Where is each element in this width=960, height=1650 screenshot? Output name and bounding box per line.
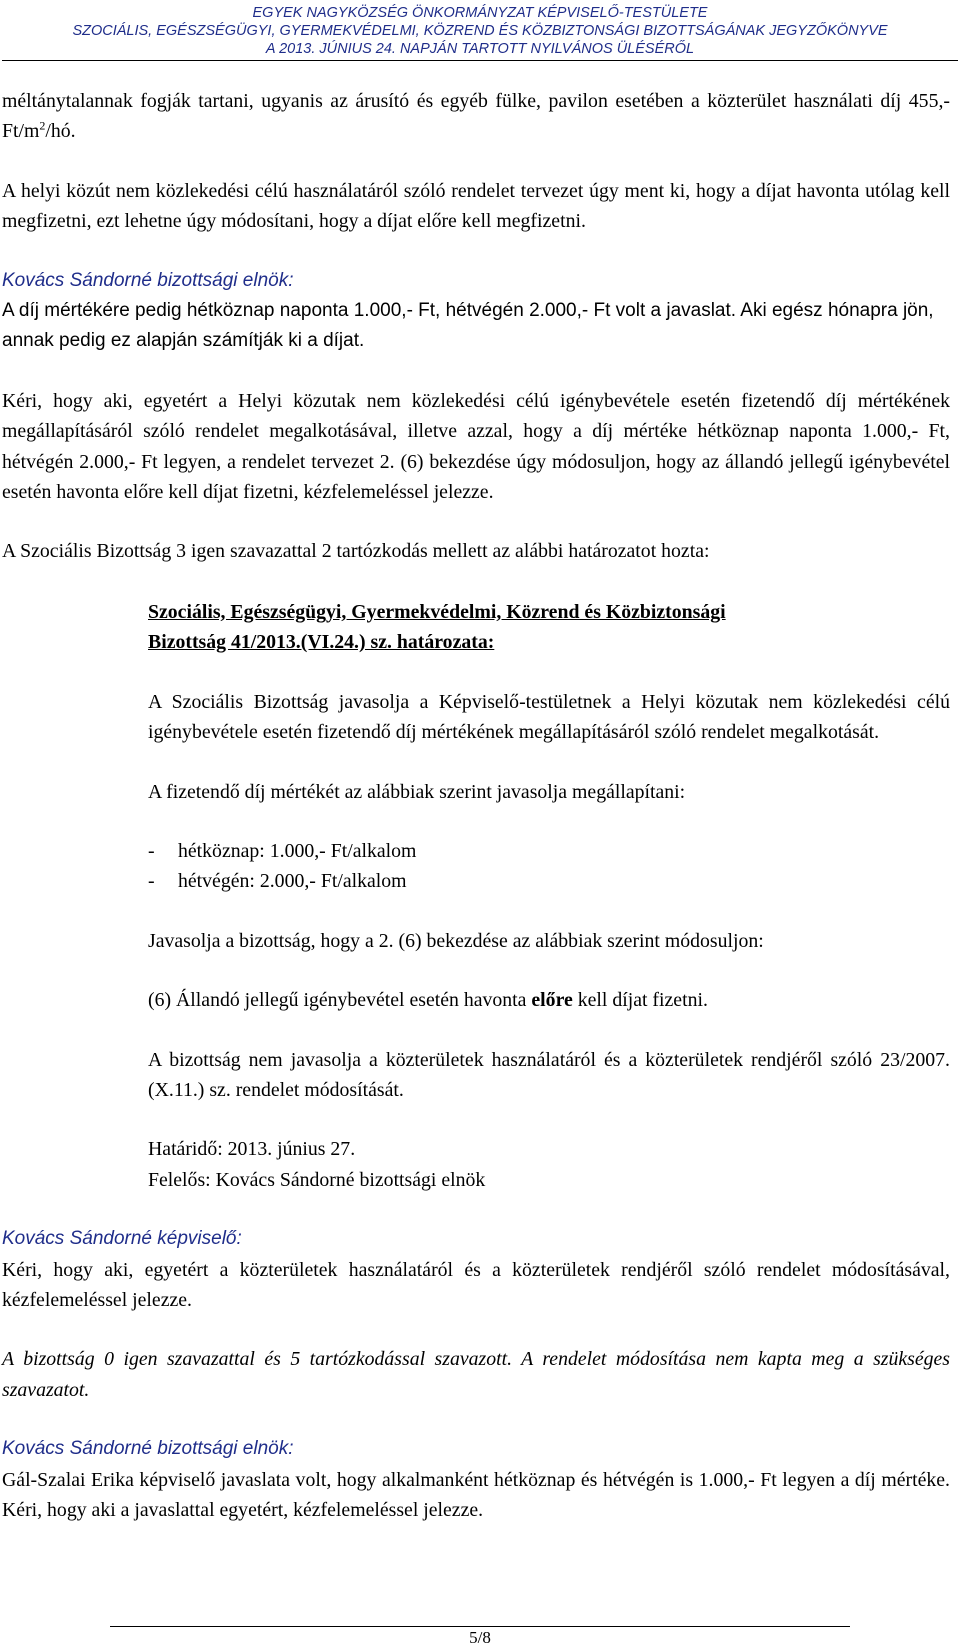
list-item bbox=[148, 836, 950, 866]
paragraph-vote-result-2: A bizottság 0 igen szavazattal és 5 tartózkodással szavazott. A rendelet módosítása nem kapta meg a szükséges szavazatot. bbox=[2, 1348, 950, 1401]
paragraph-road-use: A helyi közút nem közlekedési célú használatáról szóló rendelet tervezet úgy ment ki, hogy a díjat havonta utólag kell megfizetni, ezt lehetne úgy módosítani, hogy a díjat előre kell megfizetni. bbox=[2, 179, 950, 233]
paragraph-text: méltánytalannak fogják tartani, ugyanis az árusító és egyéb fülke, pavilon esetében a közterület használati díj 455,- Ft/m bbox=[2, 90, 950, 143]
resolution-text-5: A bizottság nem javasolja a közterületek használatáról és a közterületek rendjéről szóló 23/2007.(X.11.) sz. rendelet módosítását. bbox=[148, 1048, 950, 1101]
header-line-1: EGYEK NAGYKÖZSÉG ÖNKORMÁNYZAT KÉPVISELŐ-TESTÜLETE bbox=[252, 5, 708, 21]
resolution-title-line-1: Szociális, Egészségügyi, Gyermekvédelmi, Közrend és Közbiztonsági bbox=[148, 600, 726, 623]
paragraph-vote-result: A Szociális Bizottság 3 igen szavazattal 2 tartózkodás mellett az alábbi határozatot hozta: bbox=[2, 540, 710, 563]
speaker-label: Kovács Sándorné bizottsági elnök: bbox=[2, 1438, 294, 1460]
header-divider bbox=[2, 60, 958, 61]
paragraph-fee-proposal: A díj mértékére pedig hétköznap naponta 1.000,- Ft, hétvégén 2.000,- Ft volt a javaslat. Aki egész hónapra jön, annak pedig ez alapján számítják ki a díjat. bbox=[2, 300, 934, 352]
speaker-label: Kovács Sándorné képviselő: bbox=[2, 1228, 242, 1250]
header-line-2: SZOCIÁLIS, EGÉSZSÉGÜGYI, GYERMEKVÉDELMI, KÖZREND ÉS KÖZBIZTONSÁGI BIZOTTSÁGÁNAK JEGYZŐKÖNYVE bbox=[72, 23, 888, 39]
paragraph-text: kell díjat fizetni. bbox=[572, 989, 708, 1012]
page-header bbox=[0, 4, 960, 58]
bullet-dash: - bbox=[148, 839, 155, 862]
list-item-text: hétköznap: 1.000,- Ft/alkalom bbox=[178, 839, 417, 862]
paragraph-proposal: Gál-Szalai Erika képviselő javaslata volt, hogy alkalmanként hétköznap és hétvégén is 1.000,- Ft legyen a díj mértéke. Kéri, hogy aki a javaslattal egyetért, kézfelemeléssel jelezze. bbox=[2, 1468, 950, 1521]
deadline: Határidő: 2013. június 27. bbox=[148, 1138, 356, 1161]
fee-list bbox=[148, 836, 950, 897]
resolution-text-4 bbox=[148, 985, 950, 1015]
paragraph-text: /hó. bbox=[45, 120, 76, 143]
speaker-label: Kovács Sándorné bizottsági elnök: bbox=[2, 269, 294, 291]
paragraph-vote-request-2: Kéri, hogy aki, egyetért a közterületek használatáról és a közterületek rendjéről szóló rendelet módosításával, kézfelemeléssel jelezze. bbox=[2, 1258, 950, 1311]
footer-divider bbox=[110, 1626, 850, 1627]
header-line-3: A 2013. JÚNIUS 24. NAPJÁN TARTOTT NYILVÁNOS ÜLÉSÉRŐL bbox=[265, 41, 695, 57]
bullet-dash: - bbox=[148, 870, 155, 893]
paragraph-fee-note bbox=[2, 86, 950, 147]
list-item bbox=[148, 866, 950, 896]
resolution-text-2: A fizetendő díj mértékét az alábbiak szerint javasolja megállapítani: bbox=[148, 780, 686, 803]
list-item-text: hétvégén: 2.000,- Ft/alkalom bbox=[178, 870, 407, 893]
resolution-block bbox=[2, 597, 950, 1195]
resolution-title-line-2: Bizottság 41/2013.(VI.24.) sz. határozata: bbox=[148, 631, 495, 654]
superscript: 2 bbox=[39, 118, 46, 133]
resolution-text-1: A Szociális Bizottság javasolja a Képviselő-testületnek a Helyi közutak nem közlekedési célú igénybevétele esetén fizetendő díj mértékének megállapításáról szóló rendelet megalkotását. bbox=[148, 690, 950, 744]
paragraph-vote-request: Kéri, hogy aki, egyetért a Helyi közutak nem közlekedési célú igénybevétele esetén fizetendő díj mértékének megállapításáról szóló rendelet megalkotásával, illetve azzal, hogy a díj mértéke hétköznap naponta 1.000,- Ft, hétvégén 2.000,- Ft legyen, a rendelet tervezet 2. (6) bekezdése úgy módosuljon, hogy az állandó jellegű igénybevétel esetén havonta előre kell díjat fizetni, kézfelemeléssel jelezze. bbox=[2, 389, 950, 504]
resolution-text-3: Javasolja a bizottság, hogy a 2. (6) bekezdése az alábbiak szerint módosuljon: bbox=[148, 929, 764, 952]
paragraph-text: (6) Állandó jellegű igénybevétel esetén havonta bbox=[148, 989, 532, 1012]
responsible: Felelős: Kovács Sándorné bizottsági elnök bbox=[148, 1168, 486, 1191]
bold-text: előre bbox=[531, 989, 573, 1012]
document-body bbox=[2, 86, 950, 1525]
page-number: 5/8 bbox=[469, 1628, 491, 1647]
